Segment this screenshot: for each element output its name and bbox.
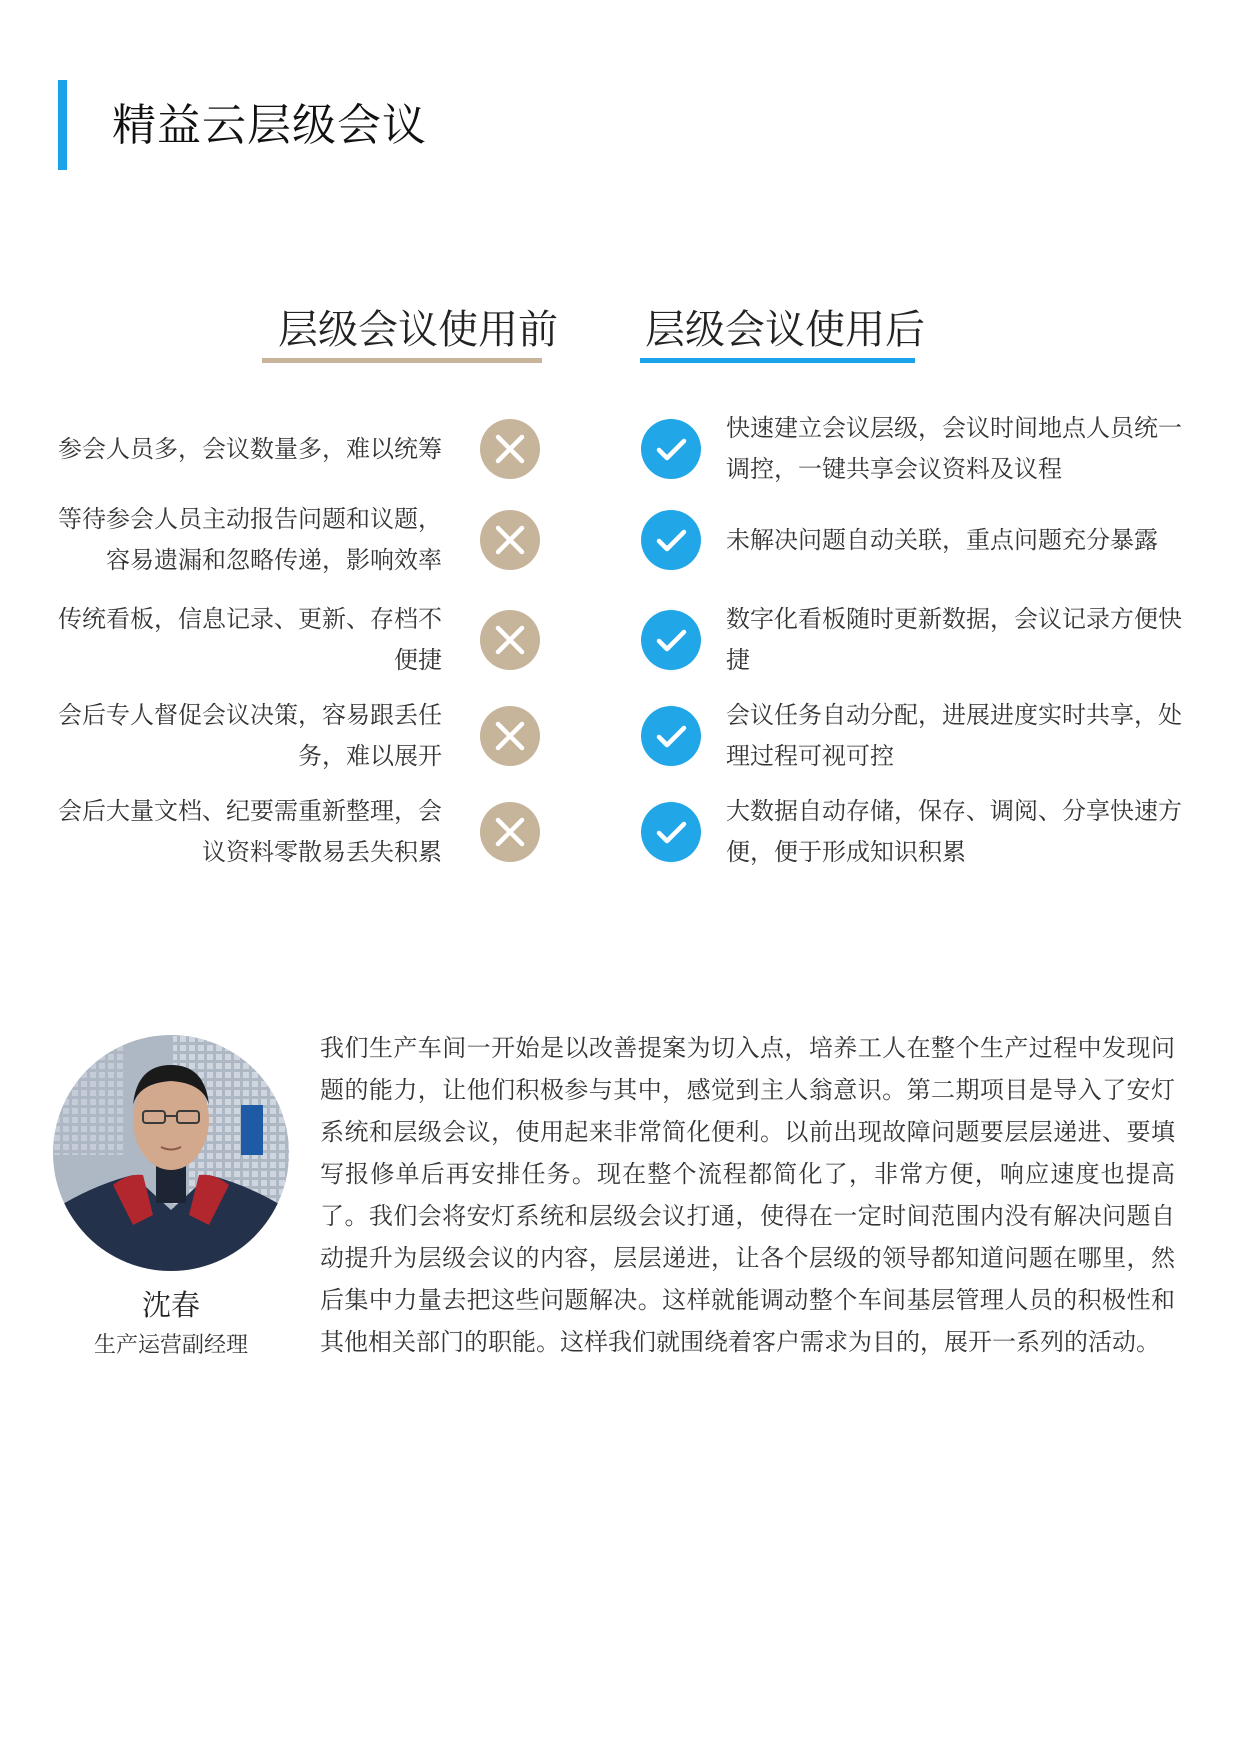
page-title: 精益云层级会议 [112, 100, 427, 151]
cross-icon [480, 802, 540, 862]
check-icon [641, 610, 701, 670]
before-heading: 层级会议使用前 [278, 307, 558, 353]
after-item: 未解决问题自动关联，重点问题充分暴露 [726, 525, 1158, 554]
person-role: 生产运营副经理 [93, 1333, 248, 1358]
before-item: 会后大量文档、纪要需重新整理，会议资料零散易丢失积累 [58, 797, 442, 866]
check-icon [641, 419, 701, 479]
before-item: 会后专人督促会议决策，容易跟丢任务，难以展开 [58, 701, 442, 770]
after-item: 快速建立会议层级，会议时间地点人员统一调控，一键共享会议资料及议程 [726, 414, 1182, 483]
before-item: 参会人员多，会议数量多，难以统筹 [58, 434, 442, 463]
after-item: 数字化看板随时更新数据，会议记录方便快捷 [726, 605, 1182, 674]
cross-icon [480, 610, 540, 670]
person-name: 沈春 [141, 1288, 200, 1322]
cross-icon [480, 510, 540, 570]
title-accent-bar [58, 80, 67, 170]
before-item: 传统看板，信息记录、更新、存档不便捷 [58, 605, 442, 674]
comparison-row [0, 691, 1240, 781]
comparison-row [0, 495, 1240, 585]
before-heading-underline [262, 358, 542, 363]
check-icon [641, 802, 701, 862]
cross-icon [480, 419, 540, 479]
after-item: 会议任务自动分配，进展进度实时共享，处理过程可视可控 [726, 701, 1182, 770]
comparison-row [0, 787, 1240, 877]
check-icon [641, 510, 701, 570]
avatar [53, 1035, 289, 1271]
after-item: 大数据自动存储，保存、调阅、分享快速方便，便于形成知识积累 [726, 797, 1182, 866]
check-icon [641, 706, 701, 766]
cross-icon [480, 706, 540, 766]
before-item: 等待参会人员主动报告问题和议题，容易遗漏和忽略传递，影响效率 [58, 505, 442, 574]
comparison-row [0, 595, 1240, 685]
testimonial-quote: 我们生产车间一开始是以改善提案为切入点，培养工人在整个生产过程中发现问题的能力，让他们积极参与其中，感觉到主人翁意识。第二期项目是导入了安灯系统和层级会议，使用起来非常简化便利。以前出现故障问题要层层递进、要填写报修单后再安排任务。现在整个流程都简化了，非常方便，响应速度也提高了。我们会将安灯系统和层级会议打通，使得在一定时间范围内没有解决问题自动提升为层级会议的内容，层层递进，让各个层级的领导都知道问题在哪里，然后集中力量去把这些问题解决。这样就能调动整个车间基层管理人员的积极性和其他相关部门的职能。这样我们就围绕着客户需求为目的，展开一系列的活动。 [320, 1034, 1175, 1356]
after-heading: 层级会议使用后 [645, 307, 925, 353]
comparison-row [0, 404, 1240, 494]
after-heading-underline [640, 358, 915, 363]
